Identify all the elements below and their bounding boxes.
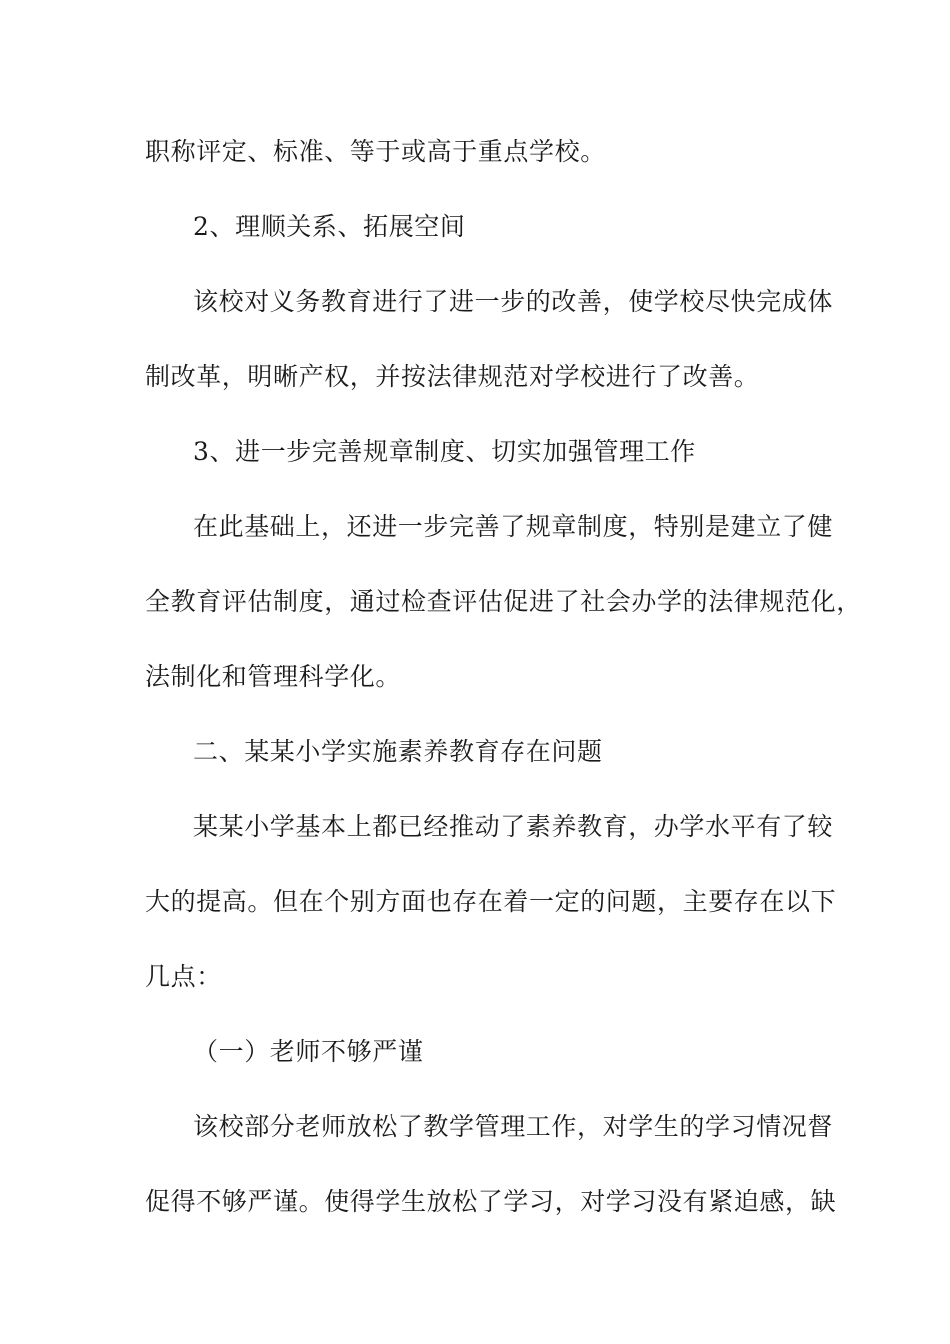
paragraph-line: 法制化和管理科学化。 xyxy=(145,662,402,691)
paragraph-line: 某某小学基本上都已经推动了素养教育，办学水平有了较 xyxy=(193,812,834,841)
paragraph-line: 该校部分老师放松了教学管理工作，对学生的学习情况督 xyxy=(193,1112,834,1141)
paragraph-line: 在此基础上，还进一步完善了规章制度，特别是建立了健 xyxy=(193,512,834,541)
paragraph-line: 该校对义务教育进行了进一步的改善，使学校尽快完成体 xyxy=(193,287,834,316)
paragraph-continuation: 职称评定、标准、等于或高于重点学校。 xyxy=(145,137,606,166)
paragraph-line: 促得不够严谨。使得学生放松了学习，对学习没有紧迫感，缺 xyxy=(145,1187,837,1216)
paragraph-line: 全教育评估制度，通过检查评估促进了社会办学的法律规范化， xyxy=(145,587,862,616)
section-heading-2: 2、理顺关系、拓展空间 xyxy=(193,212,466,241)
paragraph-line: 制改革，明晰产权，并按法律规范对学校进行了改善。 xyxy=(145,362,760,391)
section-heading-3: 3、进一步完善规章制度、切实加强管理工作 xyxy=(193,437,696,466)
paragraph-line: 大的提高。但在个别方面也存在着一定的问题，主要存在以下 xyxy=(145,887,837,916)
subsection-heading: （一）老师不够严谨 xyxy=(193,1037,424,1066)
paragraph-line: 几点： xyxy=(145,962,222,991)
chapter-heading: 二、某某小学实施素养教育存在问题 xyxy=(193,737,603,766)
